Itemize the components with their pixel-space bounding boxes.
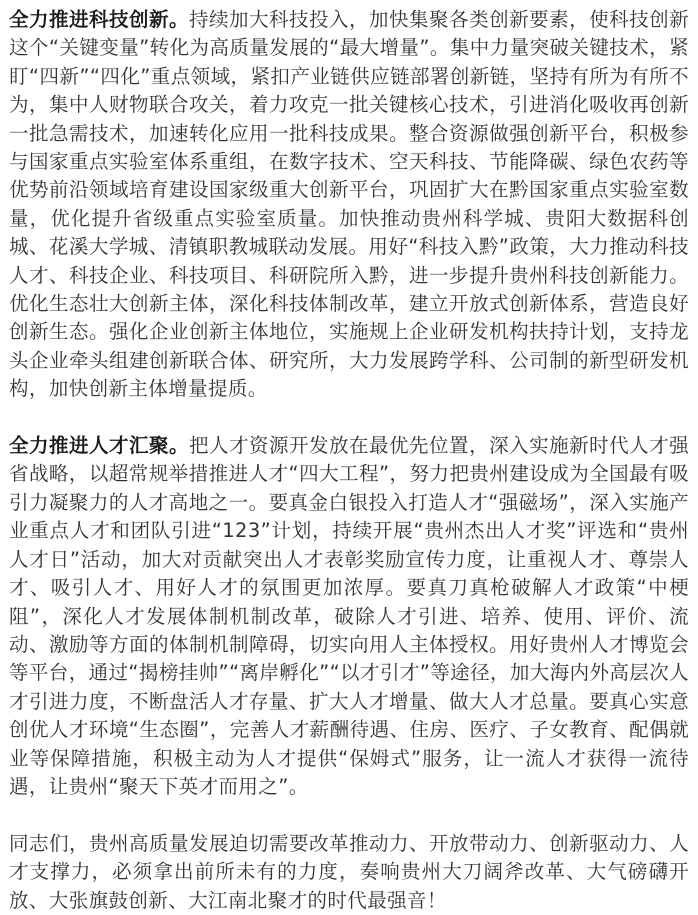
paragraph-lead-heading: 全力推进科技创新。 [9,8,190,31]
paragraph-tech-innovation [9,6,689,404]
paragraph-text: 把人才资源开发放在最优先位置，深入实施新时代人才强省战略，以超常规举措推进人才“四大工程”，努力把贵州建设成为全国最有吸引力凝聚力的人才高地之一。要真金白银投入打造人才“强磁场”，深入实施产业重点人才和团队引进“123”计划，持续开展“贵州杰出人才奖”评选和“贵州人才日”活动，加大对贡献突出人才表彰奖励宣传力度，让重视人才、尊崇人才、吸引人才、用好人才的氛围更加浓厚。要真刀真枪破解人才政策“中梗阻”，深化人才发展体制机制改革，破除人才引进、培养、使用、评价、流动、激励等方面的体制机制障碍，切实向用人主体授权。用好贵州人才博览会等平台，通过“揭榜挂帅”“离岸孵化”“以才引才”等途径，加大海内外高层次人才引进力度，不断盘活人才存量、扩大人才增量、做大人才总量。要真心实意创优人才环境“生态圈”，完善人才薪酬待遇、住房、医疗、子女教育、配偶就业等保障措施，积极主动为人才提供“保姆式”服务，让一流人才获得一流待遇，让贵州“聚天下英才而用之”。 [9,434,689,798]
paragraph-talent-gathering [9,432,689,801]
article-body [9,6,689,915]
paragraph-lead-heading: 全力推进人才汇聚。 [9,434,190,458]
paragraph-text: 同志们，贵州高质量发展迫切需要改革推动力、开放带动力、创新驱动力、人才支撑力，必须拿出前所未有的力度，奏响贵州大刀阔斧改革、大气磅礴开放、大张旗鼓创新、大江南北聚才的时代最强音！ [9,831,689,912]
paragraph-text: 持续加大科技投入，加快集聚各类创新要素，使科技创新这个“关键变量”转化为高质量发展的“最大增量”。集中力量突破关键技术，紧盯“四新”“四化”重点领域，紧扣产业链供应链部署创新链，坚持有所为有所不为，集中人财物联合攻关，着力攻克一批关键核心技术，引进消化吸收再创新一批急需技术，加速转化应用一批科技成果。整合资源做强创新平台，积极参与国家重点实验室体系重组，在数字技术、空天科技、节能降碳、绿色农药等优势前沿领域培育建设国家级重大创新平台，巩固扩大在黔国家重点实验室数量，优化提升省级重点实验室质量。加快推动贵州科学城、贵阳大数据科创城、花溪大学城、清镇职教城联动发展。用好“科技入黔”政策，大力推动科技人才、科技企业、科技项目、科研院所入黔，进一步提升贵州科技创新能力。优化生态壮大创新主体，深化科技体制改革，建立开放式创新体系，营造良好创新生态。强化企业创新主体地位，实施规上企业研发机构扶持计划，支持龙头企业牵头组建创新联合体、研究所，大力发展跨学科、公司制的新型研发机构，加快创新主体增量提质。 [9,8,689,401]
paragraph-closing [9,830,689,915]
